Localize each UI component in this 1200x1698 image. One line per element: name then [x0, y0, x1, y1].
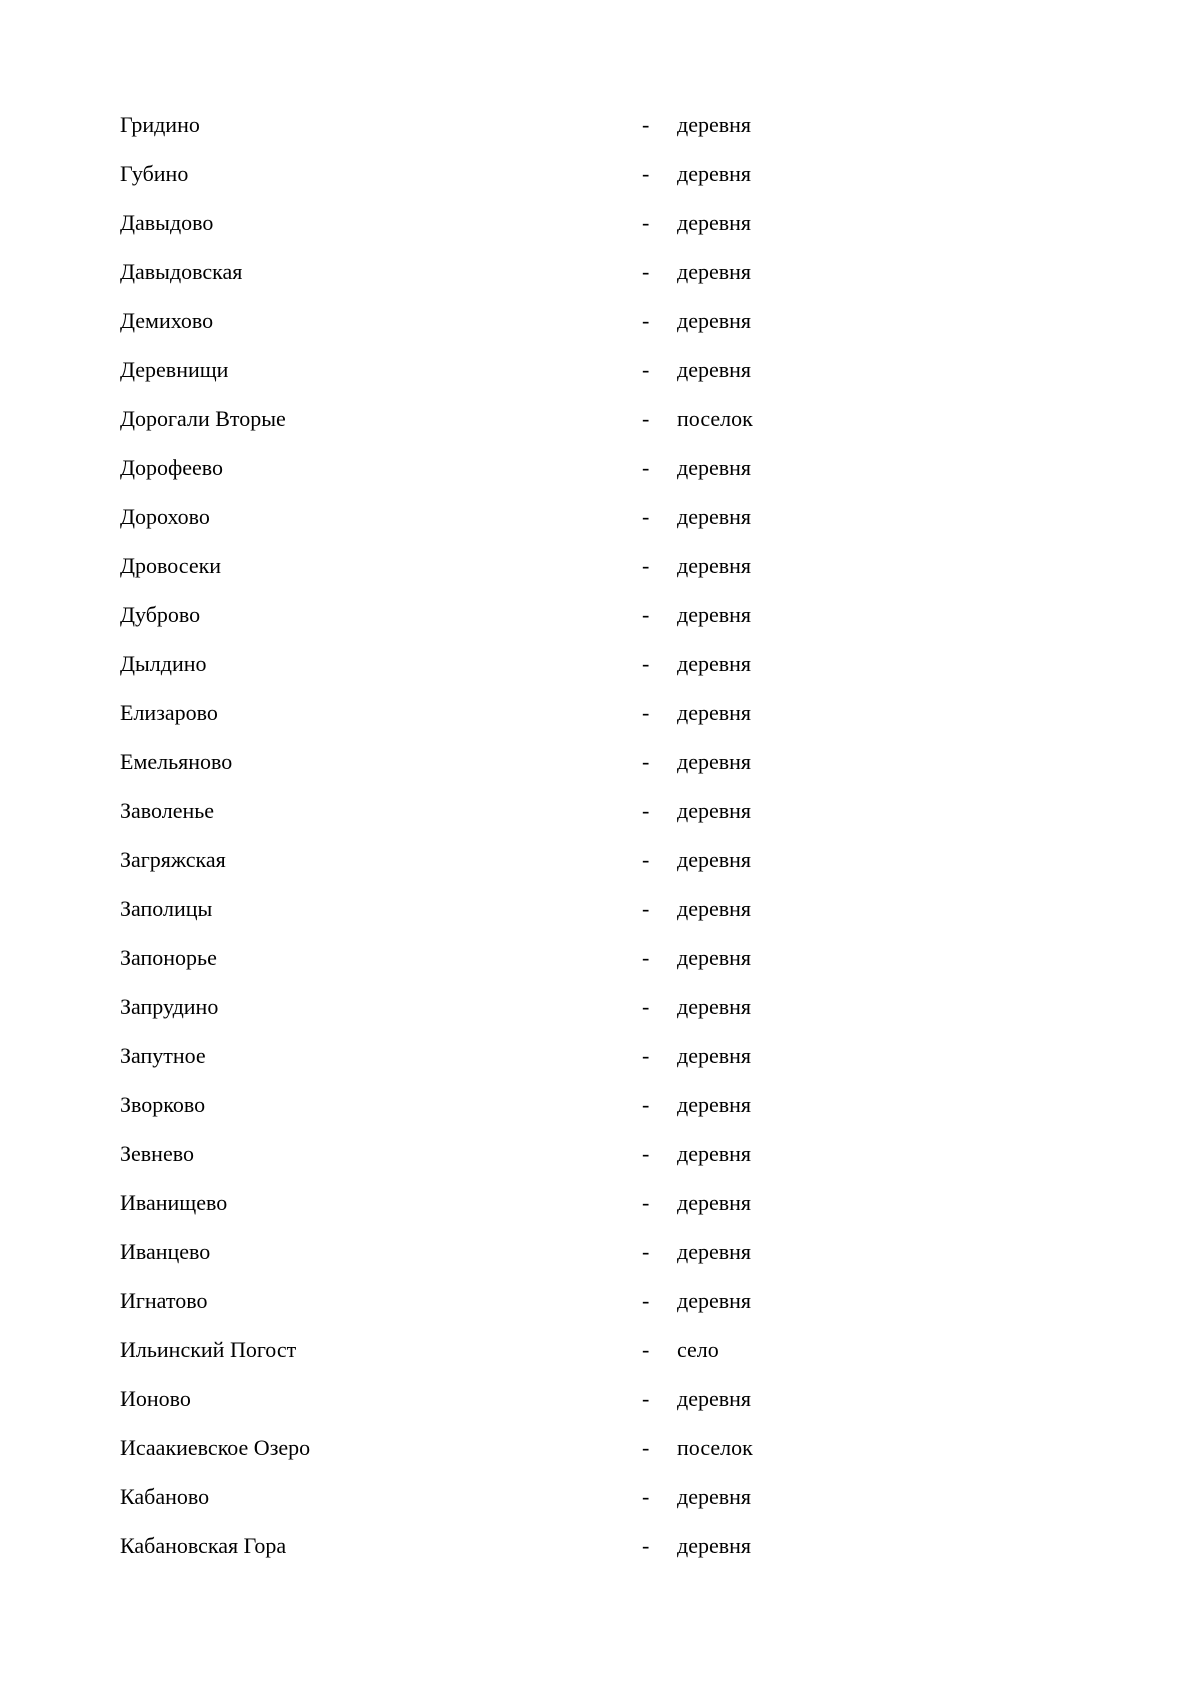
settlement-type: деревня: [677, 455, 752, 480]
list-item: [120, 110, 820, 159]
settlement-name: Зворково: [120, 1092, 206, 1117]
list-item: [120, 943, 820, 992]
separator-dash: -: [642, 406, 650, 431]
settlement-type: деревня: [677, 1092, 752, 1117]
separator-dash: -: [642, 112, 650, 137]
separator-dash: -: [642, 1190, 650, 1215]
settlement-name: Дуброво: [120, 602, 201, 627]
separator-dash: -: [642, 994, 650, 1019]
settlement-type: деревня: [677, 308, 752, 333]
list-item: [120, 894, 820, 943]
settlement-name: Дорохово: [120, 504, 210, 529]
separator-dash: -: [642, 896, 650, 921]
list-item: [120, 698, 820, 747]
settlement-name: Ионово: [120, 1386, 191, 1411]
settlement-name: Исаакиевское Озеро: [120, 1435, 311, 1460]
settlement-type: деревня: [677, 651, 752, 676]
list-item: [120, 796, 820, 845]
separator-dash: -: [642, 798, 650, 823]
settlement-type: деревня: [677, 1190, 752, 1215]
list-item: [120, 1041, 820, 1090]
settlement-name: Губино: [120, 161, 189, 186]
list-item: [120, 257, 820, 306]
settlement-type: деревня: [677, 161, 752, 186]
separator-dash: -: [642, 161, 650, 186]
settlement-name: Загряжская: [120, 847, 226, 872]
settlement-name: Кабаново: [120, 1484, 210, 1509]
settlement-type: деревня: [677, 994, 752, 1019]
separator-dash: -: [642, 259, 650, 284]
separator-dash: -: [642, 1239, 650, 1264]
settlement-type: деревня: [677, 1043, 752, 1068]
list-item: [120, 1433, 820, 1482]
settlement-name: Кабановская Гора: [120, 1533, 287, 1558]
settlement-type: деревня: [677, 1386, 752, 1411]
settlement-type: деревня: [677, 553, 752, 578]
settlement-type: деревня: [677, 798, 752, 823]
separator-dash: -: [642, 749, 650, 774]
list-item: [120, 208, 820, 257]
settlement-name: Игнатово: [120, 1288, 208, 1313]
settlement-type: деревня: [677, 847, 752, 872]
list-item: [120, 1188, 820, 1237]
settlement-name: Дылдино: [120, 651, 207, 676]
settlement-type: деревня: [677, 1239, 752, 1264]
settlement-type: деревня: [677, 749, 752, 774]
settlement-name: Дорогали Вторые: [120, 406, 286, 431]
settlement-name: Заволенье: [120, 798, 215, 823]
list-item: [120, 747, 820, 796]
settlement-type: деревня: [677, 945, 752, 970]
settlement-name: Демихово: [120, 308, 214, 333]
list-item: [120, 1286, 820, 1335]
settlement-name: Зевнево: [120, 1141, 194, 1166]
list-item: [120, 355, 820, 404]
separator-dash: -: [642, 1533, 650, 1558]
list-item: [120, 453, 820, 502]
list-item: [120, 1237, 820, 1286]
settlement-type: поселок: [677, 406, 753, 431]
list-item: [120, 1139, 820, 1188]
separator-dash: -: [642, 700, 650, 725]
list-item: [120, 306, 820, 355]
settlement-name: Запонорье: [120, 945, 217, 970]
separator-dash: -: [642, 945, 650, 970]
separator-dash: -: [642, 210, 650, 235]
list-item: [120, 551, 820, 600]
settlement-type: деревня: [677, 112, 752, 137]
settlement-name: Заполицы: [120, 896, 213, 921]
list-item: [120, 1384, 820, 1433]
separator-dash: -: [642, 847, 650, 872]
settlement-type: деревня: [677, 210, 752, 235]
settlement-name: Запрудино: [120, 994, 219, 1019]
separator-dash: -: [642, 1337, 650, 1362]
list-item: [120, 649, 820, 698]
list-item: [120, 404, 820, 453]
separator-dash: -: [642, 553, 650, 578]
settlement-name: Давыдовская: [120, 259, 243, 284]
settlement-type: деревня: [677, 1533, 752, 1558]
separator-dash: -: [642, 1386, 650, 1411]
settlement-name: Иванцево: [120, 1239, 211, 1264]
settlement-type: деревня: [677, 357, 752, 382]
settlement-list: [120, 110, 820, 1580]
separator-dash: -: [642, 1141, 650, 1166]
settlement-name: Иванищево: [120, 1190, 228, 1215]
settlement-type: деревня: [677, 700, 752, 725]
settlement-name: Емельяново: [120, 749, 233, 774]
settlement-type: деревня: [677, 602, 752, 627]
list-item: [120, 502, 820, 551]
settlement-name: Деревнищи: [120, 357, 229, 382]
list-item: [120, 1335, 820, 1384]
list-item: [120, 600, 820, 649]
settlement-name: Ильинский Погост: [120, 1337, 297, 1362]
settlement-type: село: [677, 1337, 719, 1362]
settlement-type: поселок: [677, 1435, 753, 1460]
list-item: [120, 992, 820, 1041]
settlement-type: деревня: [677, 1484, 752, 1509]
list-item: [120, 1531, 820, 1580]
separator-dash: -: [642, 602, 650, 627]
settlement-name: Запутное: [120, 1043, 206, 1068]
separator-dash: -: [642, 651, 650, 676]
settlement-name: Гридино: [120, 112, 200, 137]
separator-dash: -: [642, 1484, 650, 1509]
list-item: [120, 1090, 820, 1139]
separator-dash: -: [642, 1092, 650, 1117]
settlement-type: деревня: [677, 259, 752, 284]
list-item: [120, 845, 820, 894]
separator-dash: -: [642, 504, 650, 529]
list-item: [120, 1482, 820, 1531]
separator-dash: -: [642, 308, 650, 333]
separator-dash: -: [642, 455, 650, 480]
settlement-name: Дровосеки: [120, 553, 222, 578]
settlement-type: деревня: [677, 1288, 752, 1313]
settlement-type: деревня: [677, 504, 752, 529]
settlement-name: Елизарово: [120, 700, 218, 725]
settlement-name: Дорофеево: [120, 455, 224, 480]
settlement-type: деревня: [677, 896, 752, 921]
separator-dash: -: [642, 1288, 650, 1313]
list-item: [120, 159, 820, 208]
separator-dash: -: [642, 1435, 650, 1460]
separator-dash: -: [642, 1043, 650, 1068]
separator-dash: -: [642, 357, 650, 382]
settlement-type: деревня: [677, 1141, 752, 1166]
settlement-name: Давыдово: [120, 210, 214, 235]
